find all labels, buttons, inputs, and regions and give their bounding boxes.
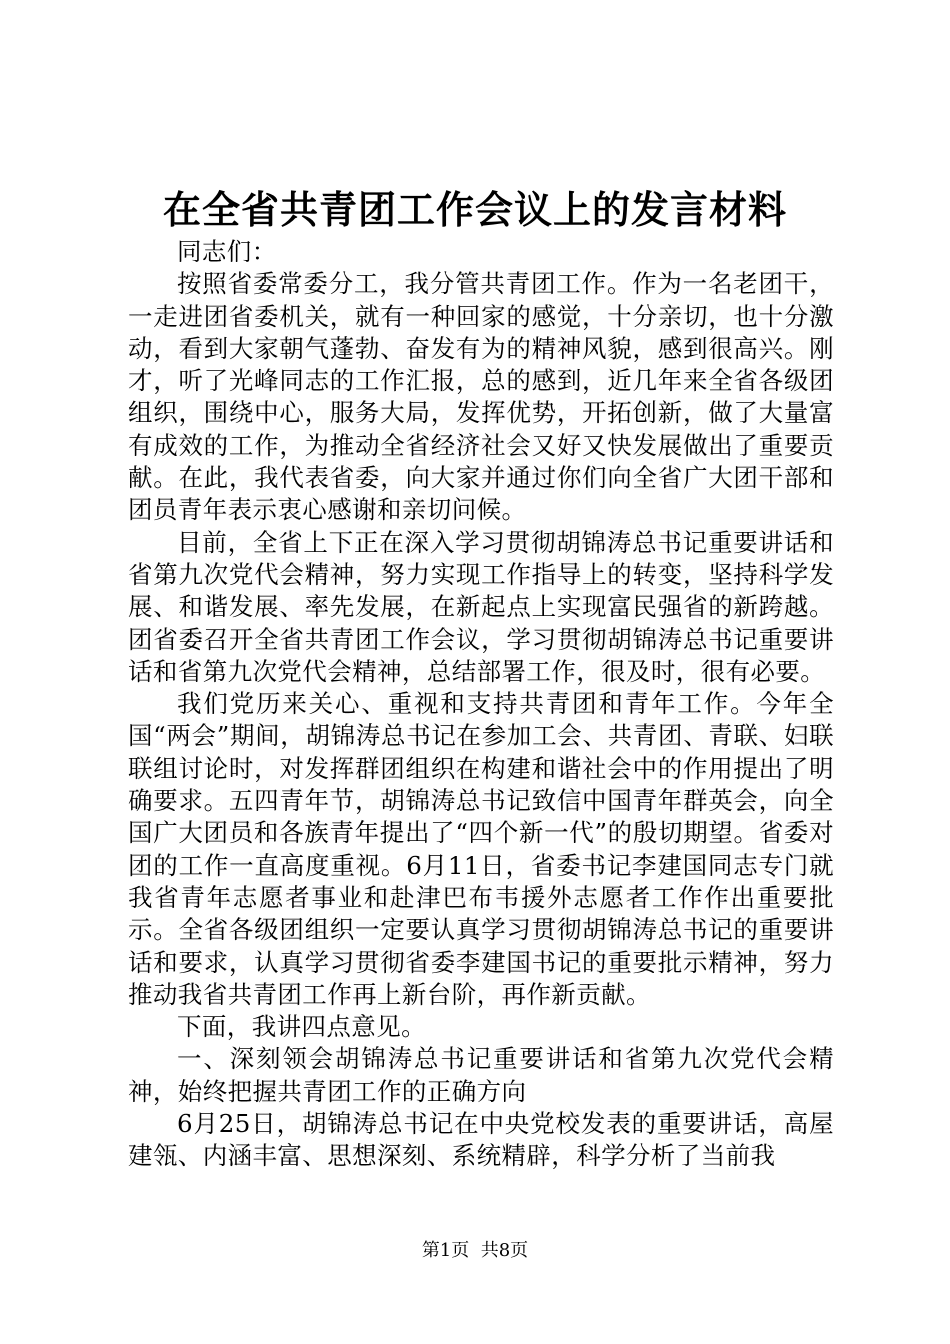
document-body — [128, 236, 834, 1173]
paragraph-3: 我们党历来关心、重视和支持共青团和青年工作。今年全国“两会”期间，胡锦涛总书记在参加工会、共青团、青联、妇联联组讨论时，对发挥群团组织在构建和谐社会中的作用提出了明确要求。五四青年节，胡锦涛总书记致信中国青年群英会，向全国广大团员和各族青年提出了“四个新一代”的殷切期望。省委对团的工作一直高度重视。6月11日，省委书记李建国同志专门就我省青年志愿者事业和赴津巴布韦援外志愿者工作作出重要批示。全省各级团组织一定要认真学习贯彻胡锦涛总书记的重要讲话和要求，认真学习贯彻省委李建国书记的重要批示精神，努力推动我省共青团工作再上新台阶，再作新贡献。 — [128, 689, 834, 1009]
paragraph-4: 下面，我讲四点意见。 — [177, 1012, 426, 1042]
paragraph-5: 6月25日，胡锦涛总书记在中央党校发表的重要讲话，高屋建瓴、内涵丰富、思想深刻、系统精辟，科学分析了当前我 — [128, 1109, 834, 1171]
page-footer — [0, 1239, 950, 1263]
section-heading-1: 一、深刻领会胡锦涛总书记重要讲话和省第九次党代会精神，始终把握共青团工作的正确方向 — [128, 1044, 834, 1106]
page-number-label: 第1页 共8页 — [421, 1240, 529, 1261]
document-title: 在全省共青团工作会议上的发言材料 — [162, 187, 787, 232]
salutation: 同志们： — [177, 237, 277, 266]
paragraph-1: 按照省委常委分工，我分管共青团工作。作为一名老团干，一走进团省委机关，就有一种回家的感觉，十分亲切，也十分激动，看到大家朝气蓬勃、奋发有为的精神风貌，感到很高兴。刚才，听了光峰同志的工作汇报，总的感到，近几年来全省各级团组织，围绕中心，服务大局，发挥优势，开拓创新，做了大量富有成效的工作，为推动全省经济社会又好又快发展做出了重要贡献。在此，我代表省委，向大家并通过你们向全省广大团干部和团员青年表示衷心感谢和亲切问候。 — [128, 269, 834, 525]
paragraph-2: 目前，全省上下正在深入学习贯彻胡锦涛总书记重要讲话和省第九次党代会精神，努力实现工作指导上的转变，坚持科学发展、和谐发展、率先发展，在新起点上实现富民强省的新跨越。团省委召开全省共青团工作会议，学习贯彻胡锦涛总书记重要讲话和省第九次党代会精神，总结部署工作，很及时，很有必要。 — [128, 527, 834, 686]
